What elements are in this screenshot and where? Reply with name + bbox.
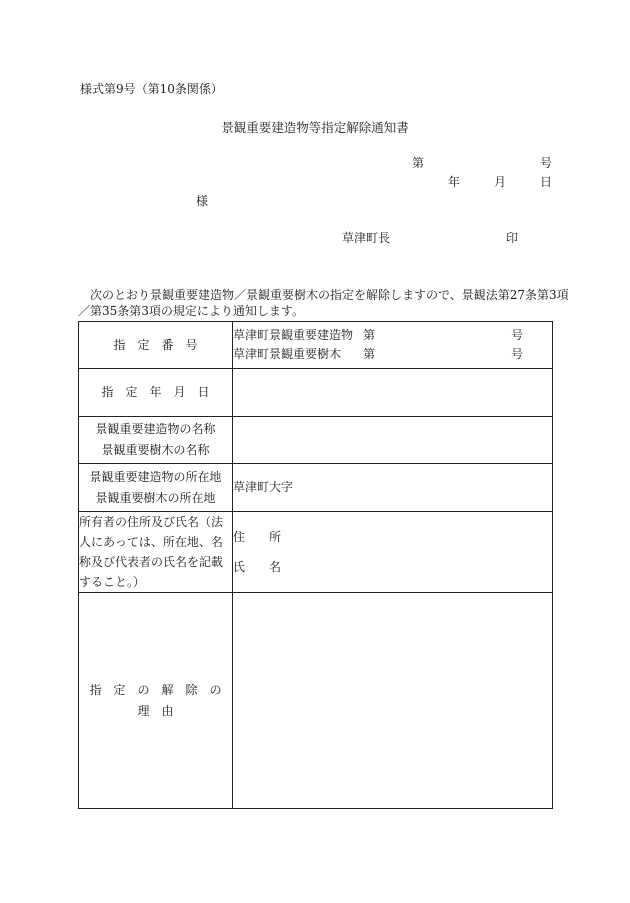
- location-field[interactable]: 草津町大字: [233, 464, 553, 512]
- table-row: [79, 322, 553, 369]
- reason-label: 指 定 の 解 除 の 理 由: [79, 593, 233, 809]
- reference-go: 号: [540, 156, 553, 170]
- building-dai: 第: [363, 328, 376, 342]
- owner-address-label: 住 所: [233, 530, 282, 544]
- name-field[interactable]: [233, 417, 553, 464]
- owner-field[interactable]: [233, 512, 553, 593]
- number-line-building: [233, 326, 552, 345]
- body-paragraph: [78, 287, 569, 319]
- designation-number-label: 指 定 番 号: [79, 322, 233, 369]
- table-row: [79, 464, 553, 512]
- tree-prefix: 草津町景観重要樹木: [233, 347, 342, 361]
- table-row: [79, 417, 553, 464]
- reference-dai: 第: [412, 156, 425, 170]
- designation-date-field[interactable]: [233, 369, 553, 417]
- table-row: [79, 369, 553, 417]
- number-line-tree: [233, 345, 552, 364]
- form-number: 様式第9号（第10条関係）: [80, 82, 223, 96]
- issuer-name: 草津町長: [342, 231, 391, 245]
- date-year-label: 年: [448, 175, 461, 189]
- building-prefix: 草津町景観重要建造物: [233, 328, 354, 342]
- reason-field[interactable]: [233, 593, 553, 809]
- location-label: [79, 464, 233, 512]
- body-line-2: ／第35条第3項の規定により通知します。: [78, 304, 304, 318]
- building-go: 号: [511, 328, 524, 342]
- table-row: [79, 512, 553, 593]
- tree-dai: 第: [363, 347, 376, 361]
- form-table: [78, 321, 553, 809]
- body-line-1: 次のとおり景観重要建造物／景観重要樹木の指定を解除しますので、景観法第27条第3項: [90, 288, 569, 302]
- name-label: [79, 417, 233, 464]
- seal-mark: 印: [506, 231, 519, 245]
- recipient-sama: 様: [196, 194, 209, 208]
- document-title: 景観重要建造物等指定解除通知書: [221, 120, 409, 135]
- owner-label: 所有者の住所及び氏名（法人にあっては、所在地、名称及び代表者の氏名を記載すること。）: [79, 512, 233, 593]
- date-month-label: 月: [494, 175, 507, 189]
- location-label-tree: 景観重要樹木の所在地: [95, 490, 216, 505]
- location-label-building: 景観重要建造物の所在地: [89, 469, 222, 484]
- designation-number-cell[interactable]: [233, 322, 553, 369]
- name-label-building: 景観重要建造物の名称: [95, 422, 216, 436]
- table-row: [79, 593, 553, 809]
- name-label-tree: 景観重要樹木の名称: [101, 443, 210, 457]
- date-day-label: 日: [540, 175, 553, 189]
- designation-date-label: 指 定 年 月 日: [79, 369, 233, 417]
- tree-go: 号: [511, 347, 524, 361]
- owner-name-label: 氏 名: [233, 560, 282, 574]
